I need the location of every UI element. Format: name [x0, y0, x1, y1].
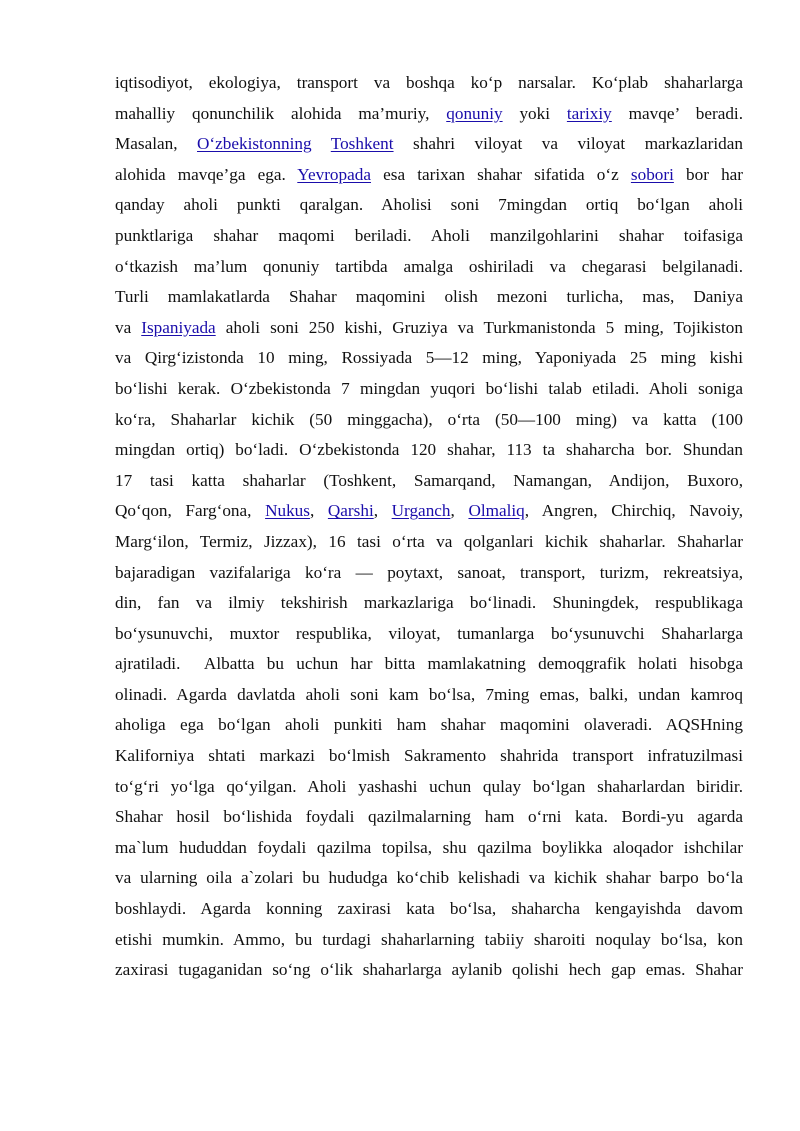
text-segment: ,	[309, 501, 328, 521]
hyperlink[interactable]: Olmaliq	[468, 501, 525, 521]
text-segment: iqtisodiyot, ekologiya, transport va boshqa ko‘p narsalar. Ko‘plab shaharlarga	[115, 73, 743, 92]
text-line	[115, 343, 743, 374]
hyperlink[interactable]: sobori	[630, 164, 674, 184]
hyperlink[interactable]: Qarshi	[327, 501, 374, 521]
text-segment: bor har	[673, 164, 744, 184]
hyperlink[interactable]: Toshkent	[330, 134, 394, 154]
text-line	[115, 710, 743, 741]
text-segment: Marg‘ilon, Termiz, Jizzax), 16 tasi o‘rta va qolganlari kichik shaharlar. Shaharlar	[115, 531, 743, 551]
text-line	[115, 405, 743, 436]
text-segment: va	[115, 317, 142, 337]
text-line	[115, 160, 743, 191]
text-segment: din, fan va ilmiy tekshirish markazlariga bo‘linadi. Shuningdek, respublikaga	[115, 593, 743, 613]
text-segment: ajratiladi. Albatta bu uchun har bitta mamlakatning demoqgrafik holati hisobga	[115, 654, 743, 674]
text-segment: mingdan ortiq) bo‘ladi. O‘zbekistonda 120 shahar, 113 ta shaharcha bor. Shundan	[115, 440, 743, 460]
text-line	[115, 282, 743, 313]
text-line	[115, 772, 743, 803]
hyperlink[interactable]: O‘zbekistonning	[197, 134, 312, 154]
hyperlink[interactable]: Yevropada	[297, 164, 371, 184]
text-segment: Shahar hosil bo‘lishida foydali qazilmalarning ham o‘rni kata. Bordi-yu agarda	[115, 807, 743, 827]
text-line	[115, 252, 743, 283]
text-line	[115, 741, 743, 772]
text-segment: Masalan,	[115, 134, 198, 154]
text-line	[115, 680, 743, 711]
text-line	[115, 374, 743, 405]
hyperlink[interactable]: qonuniy	[446, 103, 503, 123]
text-segment: bo‘ysunuvchi, muxtor respublika, viloyat, tumanlarga bo‘ysunuvchi Shaharlarga	[115, 623, 743, 643]
text-segment: 17 tasi katta shaharlar (Toshkent, Samarqand, Namangan, Andijon, Buxoro,	[115, 470, 743, 490]
text-line	[115, 435, 743, 466]
hyperlink[interactable]: Nukus	[265, 501, 310, 521]
text-segment: boshlaydi. Agarda konning zaxirasi kata bo‘lsa, shaharcha kengayishda davom	[115, 899, 743, 919]
body-text	[115, 68, 743, 986]
text-segment: ma`lum hududdan foydali qazilma topilsa, shu qazilma boylikka aloqador ishchilar	[115, 837, 743, 857]
text-line	[115, 955, 743, 986]
text-line	[115, 619, 743, 650]
text-segment: aholiga ega bo‘lgan aholi punkiti ham shahar maqomini olaveradi. AQSHning	[115, 715, 743, 735]
text-line	[115, 833, 743, 864]
text-segment: to‘g‘ri yo‘lga qo‘yilgan. Aholi yashashi uchun qulay bo‘lgan shaharlardan biridir.	[115, 776, 743, 796]
text-line	[115, 313, 743, 344]
text-line	[115, 190, 743, 221]
text-segment: olinadi. Agarda davlatda aholi soni kam bo‘lsa, 7ming emas, balki, undan kamroq	[115, 684, 743, 704]
text-segment: o‘tkazish ma’lum qonuniy tartibda amalga oshiriladi va chegarasi belgilanadi.	[115, 256, 743, 276]
text-line	[115, 925, 743, 956]
text-segment: shahri viloyat va viloyat markazlaridan	[393, 134, 743, 154]
text-segment: Turli mamlakatlarda Shahar maqomini olish mezoni turlicha, mas, Daniya	[115, 287, 743, 307]
text-segment: bo‘lishi kerak. O‘zbekistonda 7 mingdan yuqori bo‘lishi talab etiladi. Aholi soniga	[115, 378, 743, 398]
text-line	[115, 221, 743, 252]
text-segment: ko‘ra, Shaharlar kichik (50 minggacha), o‘rta (50—100 ming) va katta (100	[115, 409, 743, 429]
text-segment: alohida mavqe’ga ega.	[115, 164, 298, 184]
text-segment: Kaliforniya shtati markazi bo‘lmish Sakramento shahrida transport infratuzilmasi	[115, 746, 743, 766]
text-segment	[312, 134, 331, 153]
hyperlink[interactable]: Urganch	[391, 501, 451, 521]
text-segment: qanday aholi punkti qaralgan. Aholisi soni 7mingdan ortiq bo‘lgan aholi	[115, 195, 743, 215]
text-line	[115, 68, 743, 99]
hyperlink[interactable]: tarixiy	[566, 103, 612, 123]
text-segment: bajaradigan vazifalariga ko‘ra — poytaxt, sanoat, transport, turizm, rekreatsiya,	[115, 562, 743, 582]
text-segment: yoki	[502, 103, 567, 123]
text-line	[115, 99, 743, 130]
text-segment: punktlariga shahar maqomi beriladi. Aholi manzilgohlarini shahar toifasiga	[115, 225, 743, 245]
text-line	[115, 558, 743, 589]
text-segment: ,	[450, 501, 469, 521]
text-line	[115, 466, 743, 497]
hyperlink[interactable]: Ispaniyada	[141, 317, 216, 337]
text-segment: va ularning oila a`zolari bu hududga ko‘chib kelishadi va kichik shahar barpo bo‘la	[115, 868, 743, 888]
text-segment: va Qirg‘izistonda 10 ming, Rossiyada 5—12 ming, Yaponiyada 25 ming kishi	[115, 348, 743, 368]
text-line	[115, 894, 743, 925]
text-line	[115, 496, 743, 527]
text-line	[115, 649, 743, 680]
text-segment: zaxirasi tugaganidan so‘ng o‘lik shaharlarga aylanib qolishi hech gap emas. Shahar	[115, 960, 743, 980]
text-segment: mahalliy qonunchilik alohida ma’muriy,	[115, 103, 447, 123]
text-segment: , Angren, Chirchiq, Navoiy,	[524, 501, 744, 521]
text-segment: ,	[373, 501, 392, 521]
text-line	[115, 588, 743, 619]
text-segment: aholi soni 250 kishi, Gruziya va Turkmanistonda 5 ming, Tojikiston	[215, 317, 743, 337]
text-line	[115, 527, 743, 558]
text-line	[115, 863, 743, 894]
text-line	[115, 802, 743, 833]
text-line	[115, 129, 743, 160]
text-segment: Qo‘qon, Farg‘ona,	[115, 501, 266, 521]
text-segment: mavqe’ beradi.	[611, 103, 743, 123]
text-segment: etishi mumkin. Ammo, bu turdagi shaharlarning tabiiy sharoiti noqulay bo‘lsa, kon	[115, 929, 743, 949]
text-segment: esa tarixan shahar sifatida o‘z	[370, 164, 631, 184]
